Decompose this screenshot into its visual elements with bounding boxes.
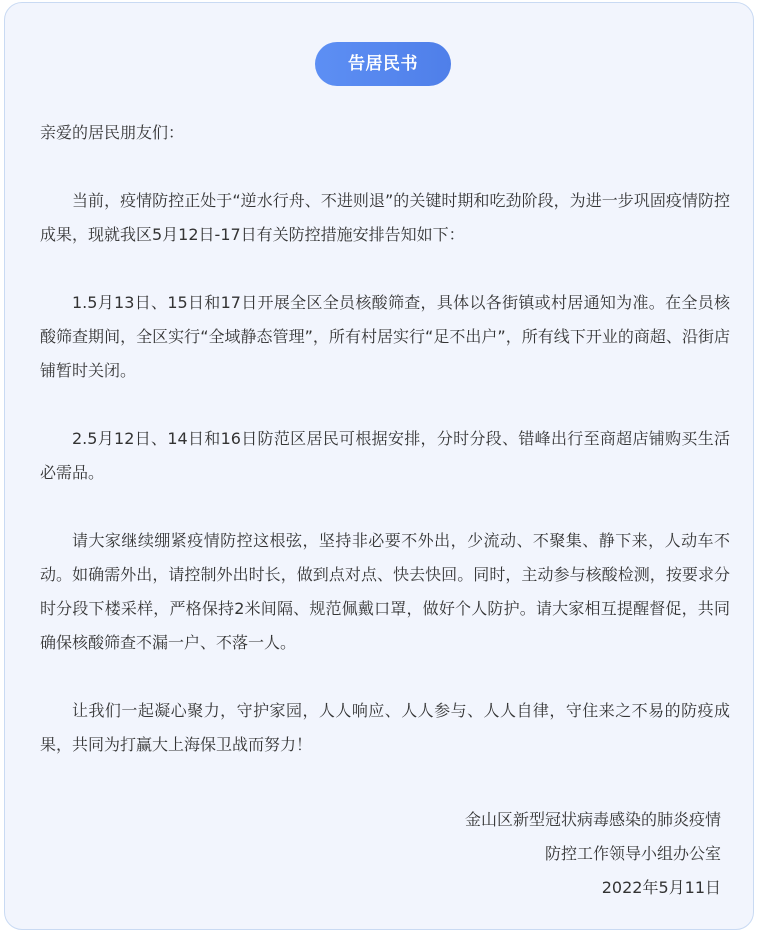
paragraph-appeal: 请大家继续绷紧疫情防控这根弦，坚持非必要不外出，少流动、不聚集、静下来，人动车不动。如确需外出，请控制外出时长，做到点对点、快去快回。同时，主动参与核酸检测，按要求分时分段下楼采样，严格保持2米间隔、规范佩戴口罩，做好个人防护。请大家相互提醒督促，共同确保核酸筛查不漏一户、不落一人。: [40, 531, 730, 652]
paragraph-intro: 当前，疫情防控正处于“逆水行舟、不进则退”的关键时期和吃劲阶段，为进一步巩固疫情防控成果，现就我区5月12日-17日有关防控措施安排告知如下：: [40, 191, 730, 244]
notice-title: 告居民书: [315, 42, 451, 86]
paragraph-item-2: 2.5月12日、14日和16日防范区居民可根据安排，分时分段、错峰出行至商超店铺购买生活必需品。: [40, 429, 730, 482]
notice-body: [40, 116, 730, 796]
signature-date: 2022年5月11日: [601, 878, 721, 897]
signature-org-line1: 金山区新型冠状病毒感染的肺炎疫情: [464, 810, 721, 829]
greeting: 亲爱的居民朋友们：: [40, 123, 185, 142]
paragraph-closing: 让我们一起凝心聚力，守护家园，人人响应、人人参与、人人自律，守住来之不易的防疫成果，共同为打赢大上海保卫战而努力！: [40, 701, 730, 754]
signature-block: [465, 803, 721, 905]
paragraph-item-1: 1.5月13日、15日和17日开展全区全员核酸筛查，具体以各街镇或村居通知为准。在全员核酸筛查期间，全区实行“全域静态管理”，所有村居实行“足不出户”，所有线下开业的商超、沿街店铺暂时关闭。: [40, 293, 730, 380]
notice-card: [4, 2, 754, 930]
signature-org-line2: 防控工作领导小组办公室: [544, 844, 721, 863]
